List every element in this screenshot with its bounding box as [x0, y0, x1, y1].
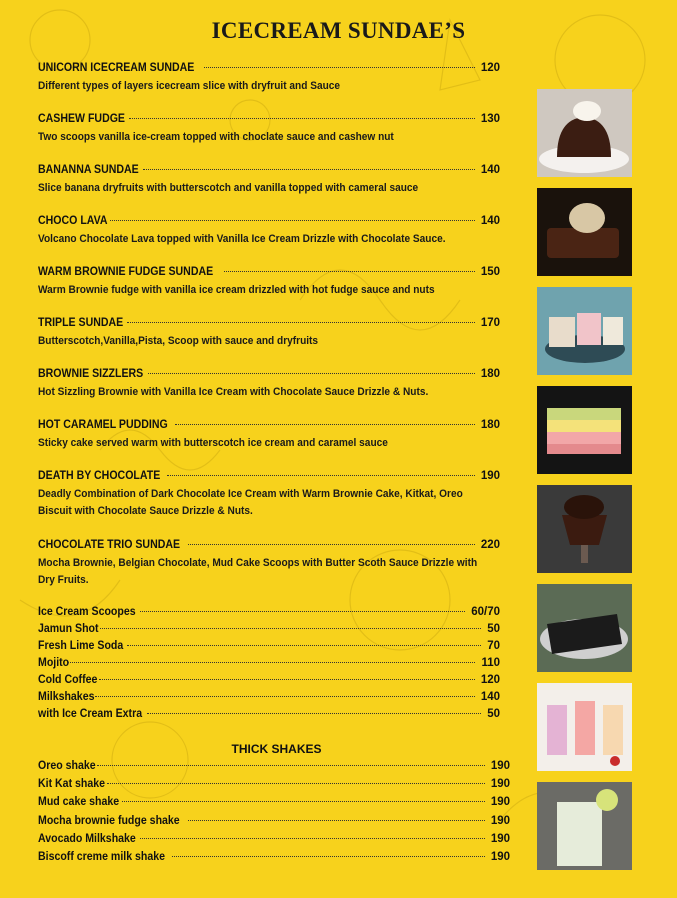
menu-item-row	[38, 164, 500, 180]
menu-item	[38, 215, 500, 248]
dot-leader	[68, 662, 476, 663]
extra-item-row	[38, 657, 500, 674]
extra-item-name: with Ice Cream Extra	[38, 708, 143, 720]
menu-item	[38, 470, 500, 520]
extra-item-price: 50	[487, 708, 500, 720]
menu-item-price: 180	[480, 368, 500, 380]
shake-item-row	[38, 778, 510, 796]
extra-item-row	[38, 606, 500, 623]
menu-item-name: CASHEW FUDGE	[38, 113, 125, 125]
shake-item-price: 190	[490, 814, 510, 827]
shake-item-row	[38, 815, 510, 833]
extra-item-name: Ice Cream Scoopes	[38, 606, 136, 618]
dot-leader	[147, 713, 481, 714]
extra-item-row	[38, 708, 500, 725]
shake-item-name: Biscoff creme milk shake	[38, 850, 166, 863]
shake-item-row	[38, 833, 510, 851]
menu-item-price: 180	[480, 419, 500, 431]
shake-item-row	[38, 851, 510, 869]
extra-item-price: 120	[480, 674, 500, 686]
dot-leader	[204, 67, 475, 68]
menu-item-row	[38, 215, 500, 231]
menu-item-name: DEATH BY CHOCOLATE	[38, 470, 161, 482]
dot-leader	[127, 645, 482, 646]
menu-item-row	[38, 317, 500, 333]
menu-item-price: 130	[480, 113, 500, 125]
menu-item-row	[38, 368, 500, 384]
menu-item-price: 140	[480, 164, 500, 176]
menu-item-row	[38, 113, 500, 129]
extra-item-price: 50	[487, 623, 500, 635]
menu-item-name: BROWNIE SIZZLERS	[38, 368, 144, 380]
icecream-sandwich-photo	[537, 287, 632, 375]
shakes-list	[38, 760, 510, 869]
dot-leader	[140, 611, 465, 612]
chocolate-sundae-glass-photo	[537, 485, 632, 573]
dot-leader	[97, 765, 485, 766]
menu-item	[38, 113, 500, 146]
menu-item-description: Mocha Brownie, Belgian Chocolate, Mud Cake Scoops with Butter Scoth Sauce Drizzle with Dry Fruits.	[38, 557, 478, 586]
menu-item-row	[38, 62, 500, 78]
shake-item-name: Mocha brownie fudge shake	[38, 814, 180, 827]
shake-item-name: Kit Kat shake	[38, 778, 106, 791]
extra-item-price: 110	[481, 657, 500, 669]
menu-item-price: 170	[480, 317, 500, 329]
dot-leader	[122, 801, 485, 802]
layered-cake-slice-photo	[537, 386, 632, 474]
extra-item-row	[38, 691, 500, 708]
extra-item-row	[38, 674, 500, 691]
dot-leader	[188, 820, 485, 821]
menu-item	[38, 317, 500, 350]
menu-item-description: Deadly Combination of Dark Chocolate Ice Cream with Warm Brownie Cake, Kitkat, Oreo Biscuit with Chocolate Sauce Drizzle & Nuts.	[38, 488, 463, 517]
shake-item-row	[38, 760, 510, 778]
thick-shakes-heading: THICK SHAKES	[231, 742, 322, 756]
mojito-glass-photo	[537, 782, 632, 870]
dot-leader	[167, 475, 475, 476]
menu-item	[38, 62, 500, 95]
dot-leader	[107, 783, 485, 784]
shake-item-name: Mud cake shake	[38, 796, 120, 809]
extra-item-name: Mojito	[38, 657, 70, 669]
brownie-with-icecream-photo	[537, 188, 632, 276]
menu-item-description: Volcano Chocolate Lava topped with Vanilla Ice Cream Drizzle with Chocolate Sauce.	[38, 233, 446, 245]
menu-item	[38, 368, 500, 401]
extra-item-name: Cold Coffee	[38, 674, 98, 686]
dot-leader	[188, 544, 474, 545]
dot-leader	[224, 271, 474, 272]
chocolate-lava-cake-photo	[537, 89, 632, 177]
menu-item-description: Two scoops vanilla ice-cream topped with choclate sauce and cashew nut	[38, 131, 394, 143]
menu-item-row	[38, 266, 500, 282]
dot-leader	[100, 628, 481, 629]
menu-item-price: 150	[480, 266, 500, 278]
menu-item	[38, 419, 500, 452]
dot-leader	[148, 373, 474, 374]
chocolate-cake-plate-photo	[537, 584, 632, 672]
menu-item-price: 190	[480, 470, 500, 482]
shake-item-price: 190	[490, 796, 510, 809]
menu-item-description: Hot Sizzling Brownie with Vanilla Ice Cream with Chocolate Sauce Drizzle & Nuts.	[38, 386, 429, 398]
menu-item-name: HOT CARAMEL PUDDING	[38, 419, 168, 431]
menu-item-name: WARM BROWNIE FUDGE SUNDAE	[38, 266, 214, 278]
menu-item-row	[38, 419, 500, 435]
menu-item-row	[38, 470, 500, 486]
extra-item-price: 60/70	[471, 606, 500, 618]
extra-item-row	[38, 623, 500, 640]
menu-item	[38, 539, 500, 589]
shake-item-name: Oreo shake	[38, 760, 96, 772]
menu-item-description: Sticky cake served warm with butterscotch ice cream and caramel sauce	[38, 437, 388, 449]
milkshakes-photo	[537, 683, 632, 771]
menu-item-name: UNICORN ICECREAM SUNDAE	[38, 62, 195, 74]
extra-item-row	[38, 640, 500, 657]
menu-item-description: Warm Brownie fudge with vanilla ice cream drizzled with hot fudge sauce and nuts	[38, 284, 435, 296]
shake-item-row	[38, 796, 510, 814]
menu-item-price: 140	[480, 215, 500, 227]
shake-item-name: Avocado Milkshake	[38, 832, 136, 845]
menu-item-name: CHOCO LAVA	[38, 215, 108, 227]
menu-title: ICECREAM SUNDAE’S	[211, 18, 466, 43]
menu-item-description: Slice banana dryfruits with butterscotch and vanilla topped with cameral sauce	[38, 182, 419, 194]
menu-item-name: TRIPLE SUNDAE	[38, 317, 124, 329]
shake-item-price: 190	[490, 832, 510, 845]
dot-leader	[129, 118, 475, 119]
dot-leader	[143, 169, 474, 170]
extras-list	[38, 606, 500, 725]
menu-item-description: Different types of layers icecream slice with dryfruit and Sauce	[38, 80, 341, 92]
menu-item-price: 220	[480, 539, 500, 551]
menu-item-name: BANANNA SUNDAE	[38, 164, 139, 176]
shake-item-price: 190	[490, 760, 510, 772]
menu-item-price: 120	[480, 62, 500, 74]
menu-item	[38, 164, 500, 197]
dot-leader	[127, 322, 475, 323]
menu-item-name: CHOCOLATE TRIO SUNDAE	[38, 539, 181, 551]
extra-item-name: Fresh Lime Soda	[38, 640, 124, 652]
dot-leader	[99, 679, 475, 680]
dot-leader	[175, 424, 475, 425]
extra-item-name: Jamun Shot	[38, 623, 99, 635]
dot-leader	[140, 838, 485, 839]
extra-item-price: 70	[487, 640, 500, 652]
extra-item-price: 140	[480, 691, 500, 703]
menu-item	[38, 266, 500, 299]
dot-leader	[110, 220, 475, 221]
dot-leader	[95, 696, 474, 697]
menu-item-row	[38, 539, 500, 555]
shake-item-price: 190	[490, 850, 510, 863]
shake-item-price: 190	[490, 778, 510, 791]
menu-item-description: Butterscotch,Vanilla,Pista, Scoop with sauce and dryfruits	[38, 335, 319, 347]
dot-leader	[172, 856, 485, 857]
extra-item-name: Milkshakes	[38, 691, 95, 703]
